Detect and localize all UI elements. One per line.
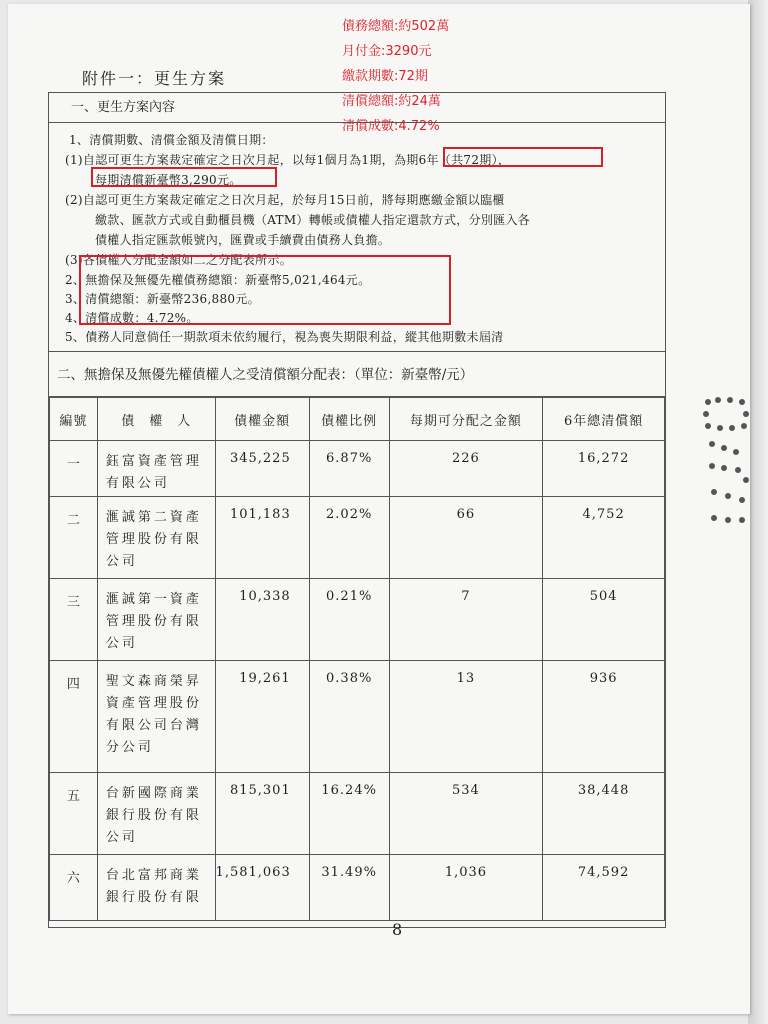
per-period-amount: 226	[389, 441, 543, 497]
claim-amount: 10,338	[215, 579, 309, 661]
attachment-title: 附件一：更生方案	[82, 69, 227, 88]
claim-amount: 19,261	[215, 661, 309, 773]
claim-ratio: 2.02%	[309, 497, 389, 579]
six-year-total: 74,592	[543, 855, 665, 921]
highlight-box-totals	[79, 255, 451, 325]
creditor-name: 台北富邦商業銀行股份有限	[97, 855, 215, 921]
claim-amount: 815,301	[215, 773, 309, 855]
table-row	[50, 579, 665, 661]
plan-line-2: (1)自認可更生方案裁定確定之日次月起，以每1個月為1期，為期6年（共72期），	[65, 153, 511, 167]
creditor-name: 滙誠第二資產管理股份有限公司	[97, 497, 215, 579]
per-period-amount: 7	[389, 579, 543, 661]
row-index: 五	[50, 773, 98, 855]
annotation-repay-total: 清償總額:約24萬	[342, 94, 441, 109]
section2-heading: 二、無擔保及無優先權債權人之受清償額分配表：（單位：新臺幣/元）	[49, 351, 665, 397]
col-header-index: 編號	[50, 398, 98, 441]
claim-ratio: 0.38%	[309, 661, 389, 773]
highlight-box-installments	[443, 147, 603, 167]
table-row	[50, 855, 665, 921]
claim-amount: 1,581,063	[215, 855, 309, 921]
row-index: 二	[50, 497, 98, 579]
plan-line-5: 繳款、匯款方式或自動櫃員機（ATM）轉帳或債權人指定還款方式，分別匯入各	[95, 213, 531, 227]
row-index: 三	[50, 579, 98, 661]
section1-heading: 一、更生方案內容	[49, 93, 665, 123]
six-year-total: 4,752	[543, 497, 665, 579]
six-year-total: 936	[543, 661, 665, 773]
plan-line-7: (3)各債權人分配金額如二之分配表所示。	[65, 253, 292, 267]
row-index: 一	[50, 441, 98, 497]
col-header-ratio: 債權比例	[309, 398, 389, 441]
col-header-creditor: 債 權 人	[97, 398, 215, 441]
row-index: 六	[50, 855, 98, 921]
claim-amount: 345,225	[215, 441, 309, 497]
col-header-amount: 債權金額	[215, 398, 309, 441]
plan-line-11: 5、債務人同意倘任一期款項未依約履行，視為喪失期限利益，縱其他期數未屆清	[65, 330, 504, 344]
plan-line-9: 3、清償總額：新臺幣236,880元。	[65, 292, 260, 306]
plan-line-3: 每期清償新臺幣3,290元。	[95, 173, 242, 187]
table-row	[50, 497, 665, 579]
table-header-row	[50, 398, 665, 441]
annotation-repay-ratio: 清償成數:4.72%	[342, 119, 440, 134]
creditor-name: 聖文森商榮昇資產管理股份有限公司台灣分公司	[97, 661, 215, 773]
per-period-amount: 534	[389, 773, 543, 855]
claim-ratio: 16.24%	[309, 773, 389, 855]
page-number: 8	[392, 920, 403, 939]
claim-ratio: 6.87%	[309, 441, 389, 497]
document-page	[8, 4, 750, 1014]
six-year-total: 16,272	[543, 441, 665, 497]
per-period-amount: 1,036	[389, 855, 543, 921]
plan-line-4: (2)自認可更生方案裁定確定之日次月起，於每月15日前，將每期應繳金額以臨櫃	[65, 193, 505, 207]
plan-line-1: 1、清償期數、清償金額及清償日期：	[69, 133, 274, 147]
plan-line-8: 2、無擔保及無優先權債務總額：新臺幣5,021,464元。	[65, 273, 371, 287]
table-row	[50, 661, 665, 773]
col-header-per-period: 每期可分配之金額	[389, 398, 543, 441]
annotation-debt-total: 債務總額:約502萬	[342, 19, 450, 34]
per-period-amount: 66	[389, 497, 543, 579]
allocation-table	[49, 397, 665, 921]
creditor-name: 鈺富資產管理有限公司	[97, 441, 215, 497]
per-period-amount: 13	[389, 661, 543, 773]
creditor-name: 台新國際商業銀行股份有限公司	[97, 773, 215, 855]
binder-hole-dots	[702, 396, 754, 536]
plan-frame	[48, 92, 666, 928]
six-year-total: 504	[543, 579, 665, 661]
claim-ratio: 31.49%	[309, 855, 389, 921]
table-row	[50, 773, 665, 855]
claim-ratio: 0.21%	[309, 579, 389, 661]
col-header-total: 6年總清償額	[543, 398, 665, 441]
annotation-monthly-payment: 月付金:3290元	[342, 44, 432, 59]
plan-line-10: 4、清償成數：4.72%。	[65, 311, 199, 325]
annotation-installments: 繳款期數:72期	[342, 69, 428, 84]
claim-amount: 101,183	[215, 497, 309, 579]
table-row	[50, 441, 665, 497]
creditor-name: 滙誠第一資產管理股份有限公司	[97, 579, 215, 661]
plan-line-6: 債權人指定匯款帳號內，匯費或手續費由債務人負擔。	[95, 233, 391, 247]
row-index: 四	[50, 661, 98, 773]
six-year-total: 38,448	[543, 773, 665, 855]
highlight-box-payment	[91, 167, 277, 187]
